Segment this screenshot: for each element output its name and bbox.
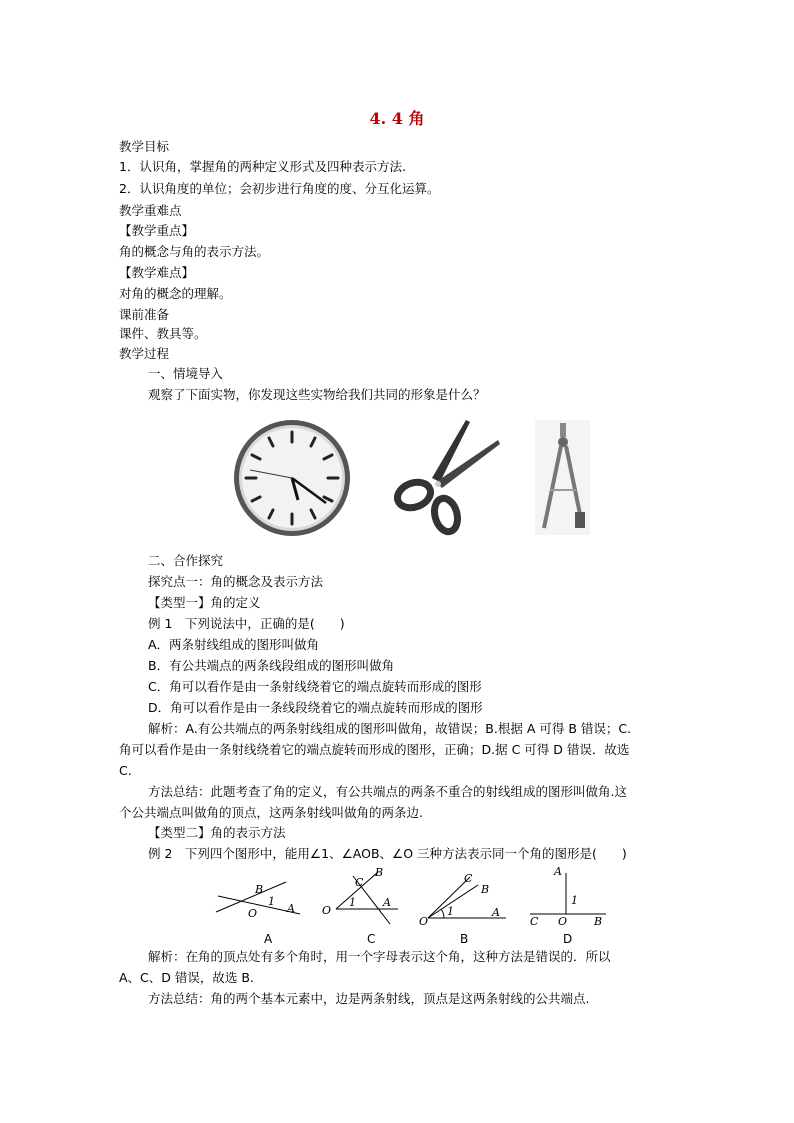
analysis-line: 解析：A.有公共端点的两条射线组成的图形叫做角，故错误；B.根据 A 可得 B 错误；C. — [148, 721, 632, 736]
text-line: 课件、教具等。 — [119, 326, 207, 341]
text-line: 观察了下面实物，你发现这些实物给我们共同的形象是什么？ — [148, 387, 486, 402]
text-line: 【教学重点】 — [119, 223, 195, 238]
fig-a-letter: O — [248, 907, 258, 920]
summary-line: 方法总结：此题考查了角的定义，有公共端点的两条不重合的射线组成的图形叫做角.这 — [148, 784, 627, 799]
text-line: 2．认识角度的单位；会初步进行角度的度、分互化运算。 — [119, 181, 440, 196]
fig-b-caption: B — [460, 932, 469, 946]
fig-c-letter: A — [383, 896, 391, 909]
question-line: 例 2 下列四个图形中，能用∠1、∠AOB、∠O 三种方法表示同一个角的图形是( ) — [148, 846, 627, 861]
scissors-image — [394, 420, 500, 534]
fig-c-letter: 1 — [349, 896, 356, 909]
fig-d-letter: C — [530, 915, 539, 928]
fig-b-letter: C — [464, 872, 473, 885]
option-a: A．两条射线组成的图形叫做角 — [148, 637, 320, 652]
text-line: 【类型一】角的定义 — [148, 595, 261, 610]
section-heading: 教学目标 — [119, 139, 170, 154]
section-heading: 教学过程 — [119, 346, 170, 361]
fig-b-letter: B — [481, 883, 490, 896]
fig-c-letter: B — [375, 866, 384, 879]
analysis-line: 角可以看作是由一条射线绕着它的端点旋转而形成的图形，正确；D.据 C 可得 D 错误．故选 — [119, 742, 630, 757]
fig-d-caption: D — [563, 932, 573, 946]
text-line: 【类型二】角的表示方法 — [148, 825, 286, 840]
compass-image — [535, 420, 590, 535]
fig-a-letter: 1 — [268, 895, 275, 908]
section-heading: 二、合作探究 — [148, 553, 224, 568]
analysis-line: 解析：在角的顶点处有多个角时，用一个字母表示这个角，这种方法是错误的．所以 — [148, 949, 611, 964]
fig-d-letter: 1 — [571, 894, 578, 907]
fig-b-letter: O — [419, 915, 429, 928]
text-line: 对角的概念的理解。 — [119, 286, 232, 301]
fig-a-caption: A — [264, 932, 273, 946]
fig-d-letter: O — [558, 915, 568, 928]
text-line: 一、情境导入 — [148, 366, 224, 381]
fig-c-letter: C — [355, 876, 364, 889]
text-line: 1．认识角，掌握角的两种定义形式及四种表示方法. — [119, 159, 406, 174]
fig-b-letter: 1 — [447, 905, 454, 918]
fig-b-letter: A — [492, 906, 500, 919]
page-title: 4. 4 角 — [369, 109, 425, 128]
fig-a-letter: B — [255, 883, 264, 896]
fig-c-caption: C — [367, 932, 376, 946]
analysis-line: A、C、D 错误，故选 B. — [119, 970, 254, 985]
section-heading: 课前准备 — [119, 307, 170, 322]
summary-line: 方法总结：角的两个基本元素中，边是两条射线，顶点是这两条射线的公共端点. — [148, 991, 590, 1006]
fig-d-letter: B — [594, 915, 603, 928]
fig-c-letter: O — [322, 904, 332, 917]
text-line: 【教学难点】 — [119, 265, 195, 280]
option-b: B．有公共端点的两条线段组成的图形叫做角 — [148, 658, 395, 673]
option-c: C．角可以看作是由一条射线绕着它的端点旋转而形成的图形 — [148, 679, 482, 694]
analysis-line: C. — [119, 763, 132, 778]
section-heading: 教学重难点 — [119, 203, 182, 218]
fig-d-letter: A — [554, 865, 562, 878]
text-line: 角的概念与角的表示方法。 — [119, 244, 270, 259]
question-line: 例 1 下列说法中，正确的是( ) — [148, 616, 345, 631]
text-line: 探究点一：角的概念及表示方法 — [148, 574, 324, 589]
option-d: D．角可以看作是由一条线段绕着它的端点旋转而形成的图形 — [148, 700, 483, 715]
summary-line: 个公共端点叫做角的顶点，这两条射线叫做角的两条边. — [119, 805, 423, 820]
clock-image — [234, 420, 350, 536]
fig-a-letter: A — [287, 902, 295, 915]
